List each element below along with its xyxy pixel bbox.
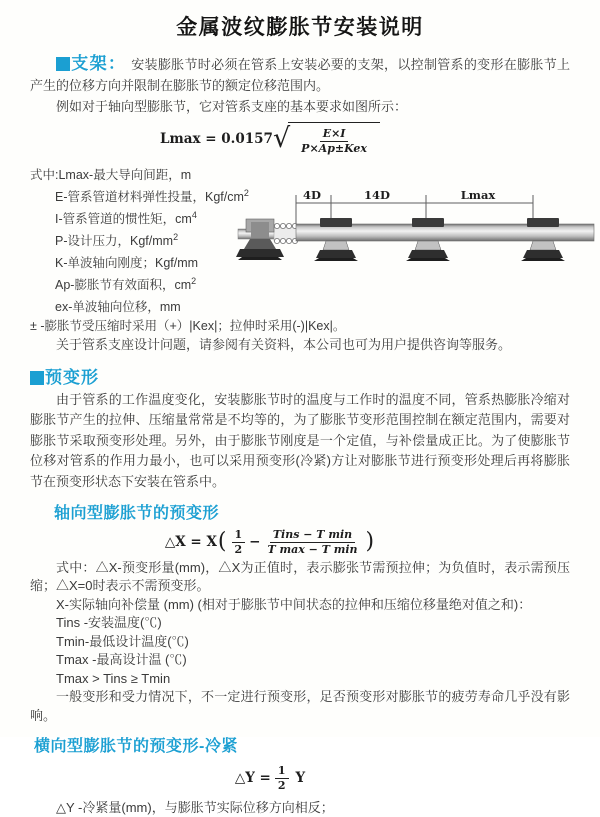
axial-note: Tmax > Tins ≥ Tmin	[56, 670, 171, 686]
definition-sup: 2	[243, 187, 249, 198]
definition-sup: 2	[173, 231, 179, 242]
axial-note: Tins -安装温度(℃)	[56, 615, 162, 631]
fraction-numerator: 1	[275, 764, 289, 779]
support-section-label: 支架：	[71, 54, 127, 73]
sqrt-radical-sign: √	[272, 123, 291, 155]
dim-label-14d: 14D	[364, 187, 390, 202]
dim-label-lmax: Lmax	[460, 187, 496, 202]
axial-formula	[165, 528, 375, 557]
half-fraction	[232, 528, 246, 557]
definition-text: ex-单波轴向位移，mm	[55, 300, 181, 315]
axial-note: X-实际轴向补偿量 (mm) (相对于膨胀节中间状态的拉伸和压缩位移量绝对值之和)：	[56, 596, 532, 612]
axial-note: 式中：△X-预变形量(mm)，△X为正值时，表示膨张节需预拉伸；为负值时，表示需预压缩；△X=0时表示不需预变形。	[30, 559, 570, 594]
fraction-denominator: 2	[234, 542, 243, 556]
axial-note: Tmin-最低设计温度(℃)	[56, 633, 189, 649]
definitions-and-diagram	[30, 162, 570, 335]
preform-body: 由于管系的工作温度变化，安装膨胀节时的温度与工作时的温度不同，管系热膨胀冷缩对膨胀节产生的拉伸、压缩量常常是不均等的，为了膨胀节变形范围控制在额定范围内，需要对膨胀节采取预变形处理。另外，由于膨胀节刚度是一个定值，与补偿量成正比。为了使膨胀节位移对管系的作用力最小，也可以采用预变形(冷紧)方让对膨胀节进行预变形处理后再将膨胀节在预变形状态下安装在管系中。	[30, 391, 570, 489]
fraction-numerator: 1	[232, 528, 246, 543]
lateral-note: △Y -冷紧量(mm)，与膨胀节实际位移方向相反；	[56, 799, 334, 815]
definition-line	[30, 162, 570, 184]
section-bullet-square	[56, 57, 70, 71]
fraction-denominator: T max − T min	[267, 542, 358, 556]
bellows-expansion-joint	[274, 223, 298, 243]
dim-label-4d: 4D	[303, 187, 321, 202]
definition-line-plusminus	[30, 317, 570, 335]
definition-text: K-单波轴向刚度；Kgf/mm	[55, 256, 199, 271]
close-paren: )	[365, 529, 375, 555]
fraction-numerator: Tins − T min	[270, 528, 355, 543]
support-section-intro	[30, 53, 570, 96]
definition-sup: 2	[191, 276, 197, 287]
axial-subsection-heading: 轴向型膨胀节的预变形	[54, 505, 220, 523]
lateral-formula-row	[30, 764, 510, 793]
lateral-formula	[235, 764, 305, 793]
page-title: 金属波纹膨胀节安装说明	[176, 16, 424, 39]
open-paren: (	[217, 529, 227, 555]
definition-text: Ap-膨胀节有效面积，cm	[55, 278, 192, 293]
temperature-fraction	[264, 528, 360, 557]
fraction-denominator: 2	[277, 778, 286, 792]
lmax-fraction-numerator: E×I	[320, 127, 349, 142]
definition-line	[30, 294, 570, 316]
definition-text: P-设计压力，Kgf/mm	[55, 234, 174, 249]
lmax-fraction-denominator: P×Ap±Kex	[301, 141, 367, 155]
definition-text: ± -膨胀节受压缩时采用（+）|Kex|；拉伸时采用(-)|Kex|。	[30, 318, 346, 333]
support-consulting-note: 关于管系支座设计问题，请参阅有关资料，本公司也可为用户提供咨询等服务。	[56, 336, 512, 352]
sqrt-radicand	[288, 122, 380, 156]
definition-line	[30, 272, 570, 294]
lateral-subsection-heading: 横向型膨胀节的预变形-冷紧	[34, 738, 238, 756]
support-intro-text: 安装膨胀节时必须在管系上安装必要的支架，以控制管系的变形在膨胀节上产生的位移方向并限制在膨胀节的额定位移范围内。	[30, 57, 570, 93]
preform-heading-label: 预变形	[45, 367, 99, 387]
section-bullet-square	[30, 371, 44, 385]
lateral-formula-lhs: △Y =	[234, 770, 271, 787]
lmax-formula	[160, 122, 380, 156]
axial-note: 一般变形和受力情况下，不一定进行预变形，足否预变形对膨胀节的疲劳寿命几乎没有影响。	[30, 689, 570, 723]
lmax-formula-lhs: Lmax = 0.0157	[160, 130, 273, 147]
half-fraction	[275, 764, 289, 793]
definition-sup: 4	[191, 209, 197, 220]
axial-formula-row	[30, 528, 510, 557]
minus-operator: −	[249, 534, 261, 551]
axial-note: Tmax -最高设计温 (℃)	[56, 652, 187, 668]
lmax-fraction	[298, 127, 370, 156]
pipe-support-spacing-diagram	[238, 186, 594, 268]
definition-text: I-管系管道的惯性矩，cm	[55, 211, 192, 226]
support-example-line: 例如对于轴向型膨胀节，它对管系支座的基本要求如图所示：	[56, 99, 408, 114]
preform-section-heading	[30, 367, 570, 390]
definition-text: 式中:Lmax-最大导向间距，m	[30, 167, 192, 182]
lmax-formula-row	[30, 122, 510, 156]
lateral-formula-rhs: Y	[295, 770, 306, 787]
definition-text: E-管系管道材料弹性投量，Kgf/cm	[55, 189, 244, 204]
axial-formula-lhs: △X = X	[164, 534, 217, 551]
